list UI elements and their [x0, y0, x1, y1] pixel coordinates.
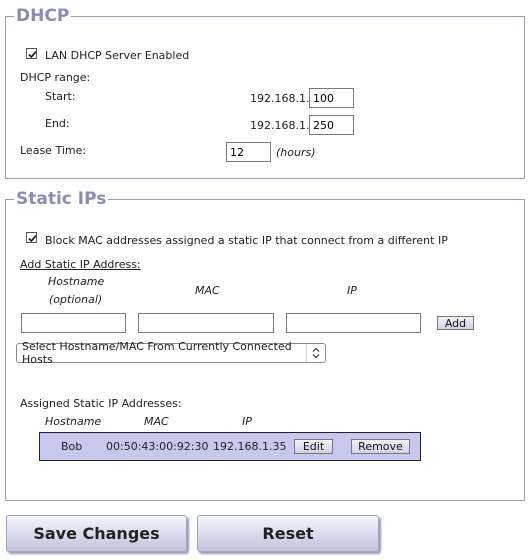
assigned-col-ip: IP — [242, 415, 252, 428]
lease-time-input[interactable] — [226, 142, 271, 162]
dhcp-end-label: End: — [45, 117, 70, 130]
dhcp-end-prefix: 192.168.1. — [250, 119, 310, 132]
table-row — [39, 432, 421, 461]
block-mac-label: Block MAC addresses assigned a static IP that connect from a different IP — [45, 234, 448, 247]
dhcp-start-input[interactable] — [309, 88, 354, 108]
remove-button[interactable]: Remove — [351, 439, 410, 454]
assigned-col-hostname: Hostname — [45, 415, 102, 428]
mac-input[interactable] — [138, 313, 274, 333]
lease-time-unit: (hours) — [276, 146, 316, 159]
col-hostname-sub: (optional) — [49, 293, 103, 306]
dhcp-range-label: DHCP range: — [20, 71, 91, 84]
assigned-mac: 00:50:43:00:92:30 — [106, 440, 209, 453]
dhcp-start-prefix: 192.168.1. — [250, 92, 310, 105]
add-static-heading: Add Static IP Address: — [20, 258, 141, 271]
connected-hosts-select[interactable] — [16, 340, 326, 366]
reset-button[interactable]: Reset — [197, 515, 379, 552]
dhcp-enabled-label: LAN DHCP Server Enabled — [45, 49, 190, 62]
lease-time-label: Lease Time: — [20, 144, 87, 157]
dhcp-start-label: Start: — [45, 90, 76, 103]
col-ip-header: IP — [347, 284, 357, 297]
save-changes-button[interactable]: Save Changes — [6, 515, 187, 552]
assigned-ip: 192.168.1.35 — [213, 440, 287, 453]
assigned-heading: Assigned Static IP Addresses: — [20, 397, 182, 410]
updown-chevron-icon — [306, 344, 325, 362]
col-hostname-header: Hostname — [48, 275, 105, 288]
ip-input[interactable] — [286, 313, 421, 333]
hostname-input[interactable] — [21, 313, 126, 333]
block-mac-checkbox[interactable] — [26, 232, 37, 243]
dhcp-end-input[interactable] — [309, 115, 354, 135]
add-button[interactable]: Add — [437, 316, 474, 330]
col-mac-header: MAC — [195, 284, 220, 297]
dhcp-enabled-checkbox[interactable] — [26, 48, 37, 59]
static-ips-legend: Static IPs — [16, 189, 107, 209]
edit-button[interactable]: Edit — [294, 439, 333, 454]
assigned-hostname: Bob — [61, 440, 83, 453]
assigned-col-mac: MAC — [144, 415, 169, 428]
connected-hosts-select-label: Select Hostname/MAC From Currently Connected Hosts — [22, 340, 292, 366]
dhcp-legend: DHCP — [16, 6, 70, 26]
